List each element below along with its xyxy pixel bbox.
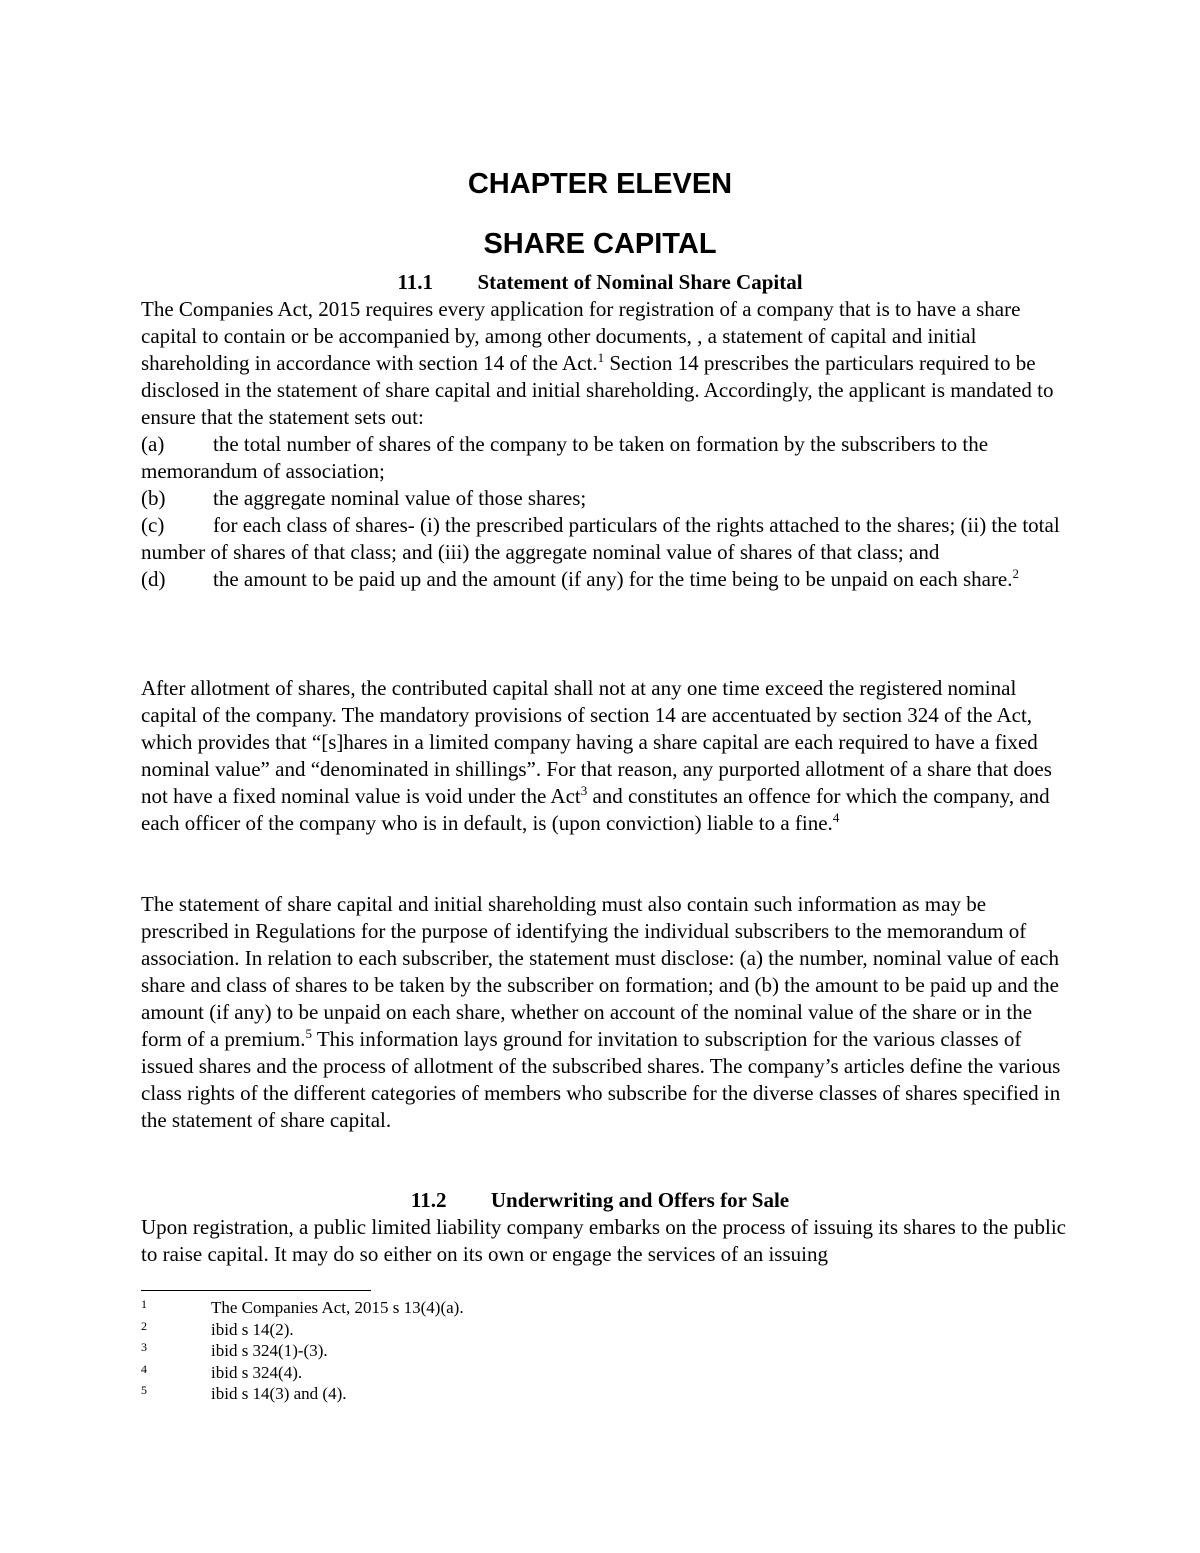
list-item-text: the total number of shares of the company to be taken on formation by the subscribers to the memorandum of association; (141, 432, 989, 483)
section-1-intro (141, 296, 1066, 593)
footnote-number: 3 (141, 1340, 147, 1354)
footnote-text: ibid s 14(2). (211, 1319, 294, 1339)
chapter-heading: CHAPTER ELEVEN (467, 168, 733, 200)
footnote (141, 1362, 841, 1384)
list-item (141, 512, 1066, 566)
list-item-label: (c) (141, 513, 165, 537)
paragraph-text: The Companies Act, 2015 requires every application for registration of a company that is to have a share capital to contain or be accompanied by, among other documents, , a statement of capital and initial shareholding in accordance with section 14 of the Act. (141, 297, 1021, 375)
section-number: 11.1 (397, 270, 434, 294)
footnote-ref: 2 (1012, 566, 1020, 581)
footnote-ref: 5 (305, 1026, 312, 1041)
footnote-separator (141, 1290, 371, 1291)
section-title: Statement of Nominal Share Capital (477, 270, 803, 294)
list-item (141, 485, 1066, 512)
list-item-text: the amount to be paid up and the amount (if any) for the time being to be unpaid on each share. (213, 567, 1013, 591)
footnote-number: 4 (141, 1361, 147, 1376)
section-heading-11-1 (0, 269, 1200, 295)
footnote-ref: 1 (597, 350, 605, 365)
footnote-ref: 4 (832, 810, 840, 825)
paragraph (141, 296, 1066, 431)
list-item-label: (a) (141, 432, 165, 456)
footnote (141, 1383, 841, 1405)
list-item-label: (d) (141, 567, 166, 591)
paragraph-text: The statement of share capital and initial shareholding must also contain such information as may be prescribed in Regulations for the purpose of identifying the individual subscribers to the memorandum of association. In relation to each subscriber, the statement must disclose: (a) the number, nominal value of each share and class of shares to be taken by the subscriber on formation; and (b) the amount to be paid up and the amount (if any) to be unpaid on each share, whether on account of the nominal value of the share or in the form of a premium. (141, 892, 1059, 1051)
footnote-number: 5 (141, 1383, 147, 1397)
list-item (141, 431, 1066, 485)
footnotes (141, 1297, 841, 1405)
footnote (141, 1319, 841, 1341)
footnote-text: ibid s 14(3) and (4). (211, 1384, 347, 1403)
chapter-title: SHARE CAPITAL (483, 228, 717, 260)
paragraph (141, 891, 1066, 1134)
paragraph-text: This information lays ground for invitation to subscription for the various classes of issued shares and the process of allotment of the subscribed shares. The company’s articles define the various class rights of the different categories of members who subscribe for the diverse classes of shares specified in the statement of share capital. (141, 1027, 1061, 1132)
paragraph (141, 675, 1066, 837)
footnote-number: 2 (141, 1318, 147, 1333)
footnote-text: ibid s 324(1)-(3). (211, 1341, 328, 1360)
paragraph-text: Section 14 prescribes the particulars required to be disclosed in the statement of share capital and initial shareholding. Accordingly, the applicant is mandated to ensure that the statement sets out: (141, 351, 1054, 429)
list-item-text: the aggregate nominal value of those shares; (213, 486, 587, 510)
footnote-text: ibid s 324(4). (211, 1362, 303, 1382)
list-item-label: (b) (141, 486, 166, 510)
footnote-text: The Companies Act, 2015 s 13(4)(a). (211, 1298, 464, 1317)
list-item-text: for each class of shares- (i) the prescribed particulars of the rights attached to the shares; (ii) the total number of shares of that class; and (iii) the aggregate nominal value of shares of that class; and (141, 513, 1060, 564)
footnote-ref: 3 (580, 783, 588, 798)
footnote (141, 1340, 841, 1362)
paragraph-text: After allotment of shares, the contributed capital shall not at any one time exceed the registered nominal capital of the company. The mandatory provisions of section 14 are accentuated by section 324 of the Act, which provides that “[s]hares in a limited company having a share capital are each required to have a fixed nominal value” and “denominated in shillings”. For that reason, any purported allotment of a share that does not have a fixed nominal value is void under the Act (141, 676, 1052, 808)
list-item (141, 566, 1066, 593)
footnote-number: 1 (141, 1297, 147, 1311)
section-heading-11-2 (0, 1187, 1200, 1213)
paragraph-text: Upon registration, a public limited liability company embarks on the process of issuing its shares to the public to raise capital. It may do so either on its own or engage the services of an issuing (141, 1215, 1066, 1266)
paragraph-text: and constitutes an offence for which the company, and each officer of the company who is in default, is (upon conviction) liable to a fine. (141, 784, 1050, 835)
section-title: Underwriting and Offers for Sale (490, 1188, 790, 1212)
section-number: 11.2 (410, 1188, 447, 1212)
footnote (141, 1297, 841, 1319)
paragraph (141, 1214, 1066, 1268)
